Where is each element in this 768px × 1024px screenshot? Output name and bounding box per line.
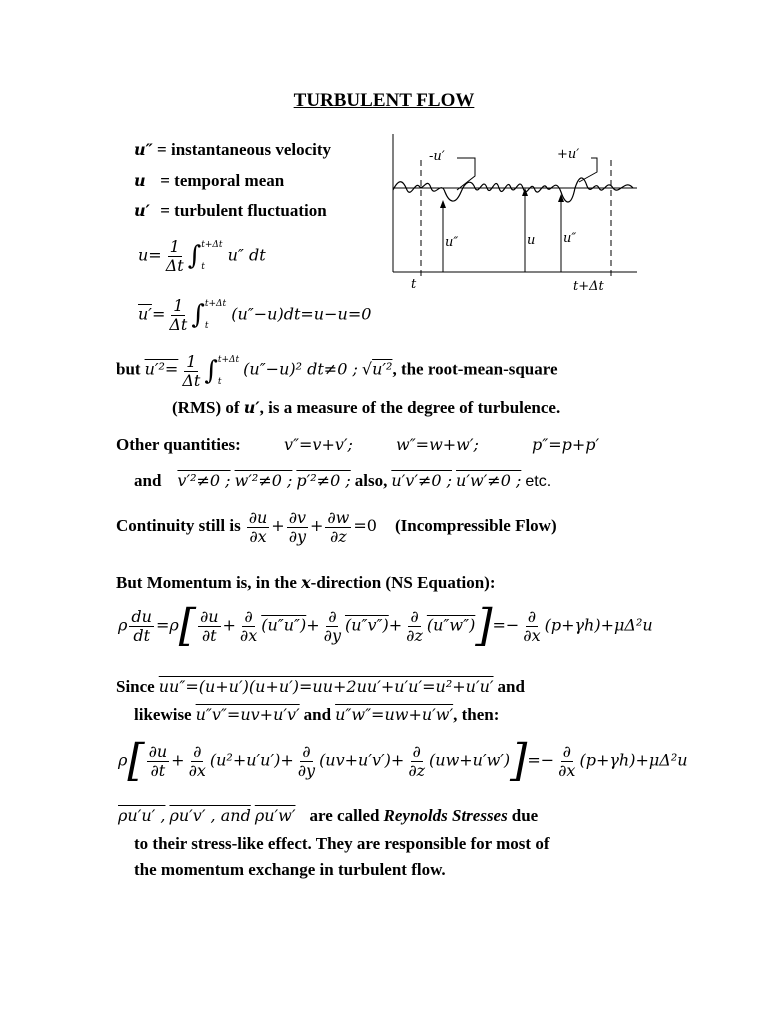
- fraction-num: ∂: [410, 606, 419, 626]
- likewise-eq2: u″w″=uw+u′w′: [335, 705, 454, 724]
- fraction-den: ∂t: [201, 625, 217, 645]
- fraction: [521, 608, 542, 645]
- reynolds-line-2: to their stress-like effect. They are responsible for most of: [134, 834, 550, 853]
- reynolds-line-3: the momentum exchange in turbulent flow.: [134, 860, 446, 879]
- figure-minus-leader: [457, 158, 475, 190]
- fraction-den: ∂z: [406, 625, 423, 645]
- nonzero-c: p′²≠0 ;: [296, 471, 351, 490]
- fraction: [147, 743, 170, 780]
- fraction-num: ∂: [244, 606, 253, 626]
- term: (u²+u′u′): [209, 750, 281, 770]
- fraction-den: ∂x: [523, 625, 541, 645]
- fraction-den: ∂t: [150, 760, 166, 780]
- continuity-post: (Incompressible Flow): [394, 516, 557, 536]
- reynolds-line-1: [118, 806, 538, 826]
- limit-upper: t+Δt: [204, 299, 227, 309]
- rms-tail: , the root-mean-square: [392, 359, 558, 379]
- fraction: [187, 743, 208, 780]
- continuity-equation: Continuity still is $\frac{\partial u}{\partial x}$ + $\frac{\partial v}{\partial y}$ + $\frac{\partial w}{\partial z}$ =0 (Incompressible Flow): [116, 508, 557, 546]
- fraction-den: ∂y: [297, 760, 316, 780]
- likewise-eq1: u″v″=uv+u′v′: [195, 705, 300, 724]
- equation-fluctuation-mean: u′= $\frac{1}{\Delta t}$ ∫ t+Δt t (u″−u)dt=u−u=0: [138, 293, 371, 337]
- continuity-eq: =0: [353, 516, 377, 536]
- fraction-den: ∂x: [188, 760, 206, 780]
- fraction-den: dt: [133, 625, 151, 645]
- limit-lower: t: [217, 377, 222, 387]
- likewise-line: [134, 705, 499, 725]
- other-label: Other quantities:: [116, 435, 241, 454]
- since-eq: uu″=(u+u′)(u+u′)=uu+2uu′+u′u′=u²+u′u′: [158, 677, 494, 696]
- continuity-pre: Continuity still is: [116, 516, 241, 536]
- fraction-num: ∂: [562, 741, 571, 761]
- fraction-den: Δt: [182, 370, 201, 390]
- momentum-line: [116, 573, 495, 593]
- eq-rho: =ρ: [155, 615, 179, 635]
- fraction-den: ∂x: [239, 625, 258, 645]
- fraction-num: ∂u: [148, 741, 168, 761]
- likewise-pre: likewise: [134, 705, 192, 724]
- definition-symbol: u: [134, 171, 146, 190]
- nonzero-d: u′v′≠0 ;: [391, 471, 453, 490]
- rms-line: [172, 398, 560, 418]
- definition-row: [134, 201, 327, 221]
- reynolds-post: due: [511, 806, 539, 825]
- definition-row: [134, 140, 331, 160]
- fraction-num: 1: [173, 295, 184, 315]
- eq-rest: (u″−u)² dt≠0 ;: [243, 359, 358, 379]
- fraction-den: ∂x: [249, 527, 267, 546]
- fraction: [556, 743, 577, 780]
- rms-pre: (RMS) of: [172, 398, 240, 417]
- other-nonzero: [134, 471, 551, 491]
- fraction: [325, 509, 351, 546]
- limit-lower: t: [204, 321, 209, 331]
- ns-equation-2: ρ[ $\frac{\partial u}{\partial t}$ + $\frac{\partial}{\partial x}$ (u²+u′u′)+ $\frac{\partial}{\partial y}$ (uv+u′v′)+ $\frac{\partial}{\partial z}$ (uw+u′w′)]=− $\frac{\partial}{\partial x}$ (p+γh)+μΔ²u: [118, 735, 688, 786]
- integrand: u″ dt: [227, 245, 266, 265]
- rhs: =−: [527, 750, 555, 770]
- fraction-den: ∂y: [288, 527, 306, 546]
- likewise-and: and: [303, 705, 332, 724]
- word-and: and: [134, 471, 162, 490]
- fraction-den: Δt: [169, 314, 188, 334]
- term: (u″u″): [261, 615, 307, 635]
- sqrt-arg: u′²: [372, 359, 393, 379]
- fraction: [404, 608, 425, 645]
- stress-uv: ρu′v′ , and: [169, 806, 251, 825]
- nonzero-a: v′²≠0 ;: [177, 471, 231, 490]
- nonzero-b: w′²≠0 ;: [234, 471, 293, 490]
- term: (uv+u′v′): [319, 750, 391, 770]
- eq-lhs: u=: [138, 245, 162, 265]
- arrowhead-icon: [440, 200, 446, 208]
- nonzero-e: u′w′≠0 ;: [456, 471, 522, 490]
- integral-limits: [205, 293, 226, 337]
- momentum-post: -direction (NS Equation):: [310, 573, 496, 592]
- definition-text: = instantaneous velocity: [157, 140, 332, 159]
- figure-label-u2b: u″: [563, 231, 577, 246]
- fraction-num: ∂: [302, 741, 311, 761]
- fraction-den: Δt: [165, 255, 184, 275]
- fraction: [322, 608, 343, 645]
- reynolds-emphasis: Reynolds Stresses: [383, 806, 508, 825]
- integral-limits: [201, 234, 222, 278]
- figure-label-plus: +u′: [557, 147, 580, 162]
- limit-lower: t: [201, 262, 205, 272]
- momentum-pre: But Momentum is, in the: [116, 573, 297, 592]
- fraction-den: ∂x: [558, 760, 576, 780]
- fraction-num: ∂u: [199, 606, 219, 626]
- velocity-trace: [393, 178, 633, 202]
- definition-symbol: u″: [134, 140, 153, 159]
- term: (u″w″): [426, 615, 476, 635]
- term: (u″v″): [344, 615, 389, 635]
- fraction-num: ∂: [527, 606, 537, 626]
- integral-limits: [218, 349, 239, 393]
- rho: ρ: [118, 750, 128, 770]
- fraction-den: ∂y: [323, 625, 341, 645]
- fraction: [296, 743, 317, 780]
- limit-upper: t+Δt: [201, 240, 223, 250]
- fraction: [167, 297, 189, 334]
- rms-sym: u′: [243, 398, 260, 417]
- figure-label-minus: -u′: [429, 149, 445, 164]
- rhs: =−: [492, 615, 520, 635]
- fraction: [238, 608, 259, 645]
- bracket-left-icon: [: [178, 600, 196, 651]
- equation-mean: [138, 234, 266, 278]
- fraction-num: ∂w: [327, 508, 350, 527]
- rhs-tail: (p+γh)+μΔ²u: [544, 615, 653, 635]
- likewise-post: , then:: [453, 705, 500, 724]
- other-v: v″=v+v′;: [284, 435, 353, 454]
- fraction-num: du: [131, 606, 152, 626]
- word-but: but: [116, 359, 141, 379]
- term: (uw+u′w′): [429, 750, 511, 770]
- word-also: also,: [354, 471, 388, 490]
- figure-label-u2: u″: [445, 235, 459, 250]
- definition-symbol: u′: [134, 201, 150, 220]
- fraction-num: ∂: [412, 741, 421, 761]
- fraction-num: ∂: [328, 606, 337, 626]
- fraction-num: ∂v: [288, 508, 306, 527]
- rms-post: , is a measure of the degree of turbulence.: [259, 398, 561, 417]
- turbulence-figure: [385, 130, 645, 295]
- since-post: and: [497, 677, 525, 696]
- fraction-num: ∂: [193, 741, 202, 761]
- bracket-left-icon: [: [127, 735, 145, 786]
- fraction-den: ∂z: [408, 760, 426, 780]
- figure-label-u: u: [527, 233, 536, 248]
- eq-rest: (u″−u)dt=u−u=0: [231, 304, 372, 324]
- fraction-num: ∂u: [248, 508, 268, 527]
- stress-uw: ρu′w′: [254, 806, 296, 825]
- page-title: TURBULENT FLOW: [293, 90, 475, 111]
- fraction: [287, 509, 308, 546]
- other-p: p″=p+p′: [532, 435, 600, 454]
- fraction-num: 1: [186, 351, 197, 371]
- fraction: [180, 353, 202, 390]
- momentum-sym: x: [301, 573, 311, 592]
- fraction: [164, 238, 186, 275]
- equation-rms: [116, 349, 558, 393]
- rhs-tail: (p+γh)+μΔ²u: [579, 750, 688, 770]
- fraction: [247, 509, 270, 546]
- figure-label-tdt: t+Δt: [573, 279, 604, 294]
- sqrt-icon: √: [361, 359, 373, 379]
- ns-equation-1: ρ $\frac{du}{dt}$ =ρ[ $\frac{\partial u}{\partial t}$ + $\frac{\partial}{\partial x}$ (u″u″)+ $\frac{\partial}{\partial y}$ (u″v″)+ $\frac{\partial}{\partial z}$ (u″w″)]=− $\frac{\partial}{\partial x}$ (p+γh)+μΔ²u: [118, 600, 653, 651]
- fraction: [129, 608, 154, 645]
- definition-text: = turbulent fluctuation: [160, 201, 327, 220]
- stress-uu: ρu′u′ ,: [118, 806, 166, 825]
- integral-icon: ∫: [187, 241, 202, 271]
- fraction: [406, 743, 427, 780]
- integral-icon: ∫: [191, 300, 205, 330]
- eq-lhs: u′: [138, 304, 152, 324]
- fraction-den: ∂z: [330, 527, 347, 546]
- eq-lhs: u′²=: [144, 359, 179, 379]
- word-etc: etc.: [525, 473, 552, 490]
- other-w: w″=w+w′;: [396, 435, 479, 454]
- definition-row: [134, 171, 284, 191]
- reynolds-mid: are called: [309, 806, 380, 825]
- rho: ρ: [118, 615, 128, 635]
- bracket-right-icon: ]: [510, 735, 528, 786]
- figure-label-t: t: [411, 277, 417, 292]
- integral-icon: ∫: [204, 356, 218, 386]
- limit-upper: t+Δt: [217, 355, 240, 365]
- bracket-right-icon: ]: [475, 600, 493, 651]
- definition-text: = temporal mean: [160, 171, 285, 190]
- since-pre: Since: [116, 677, 155, 696]
- since-line: [116, 677, 525, 697]
- fraction: [198, 608, 221, 645]
- fraction-num: 1: [169, 236, 180, 256]
